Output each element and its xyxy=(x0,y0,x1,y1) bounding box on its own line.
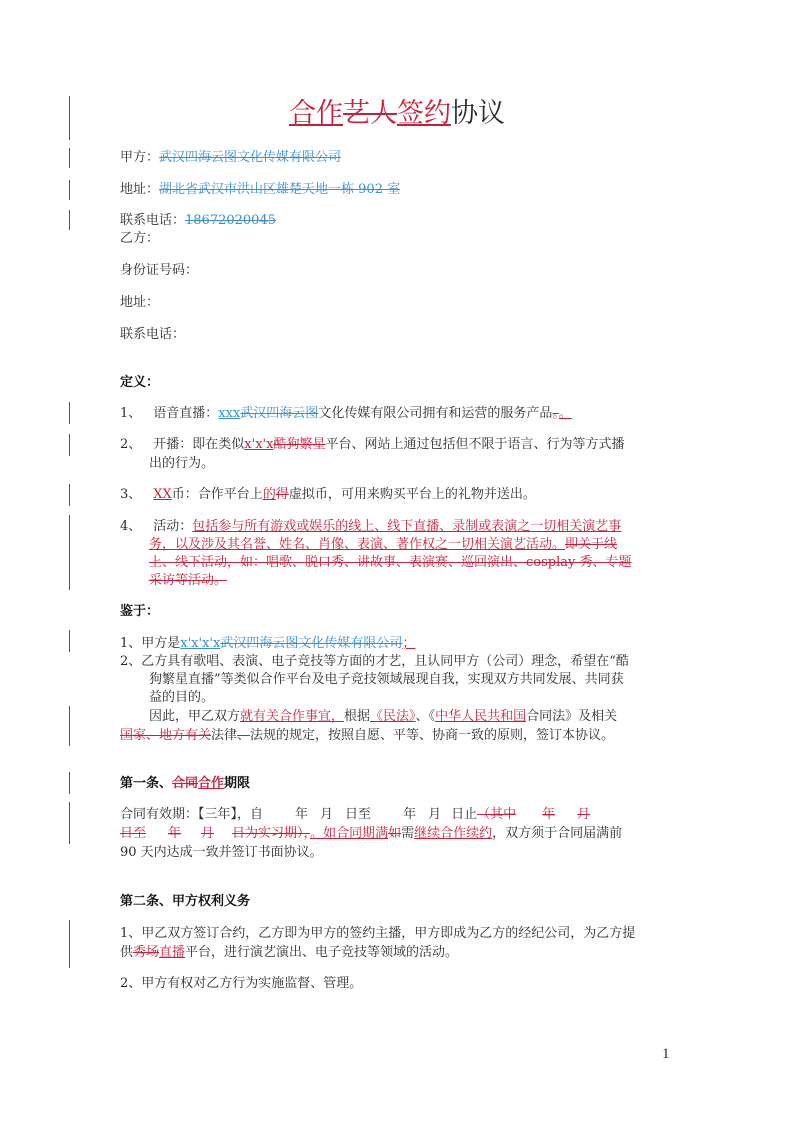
list-number: 3、 xyxy=(120,487,142,502)
term-text: 年 xyxy=(295,807,309,822)
term-text: 日止 xyxy=(451,807,478,822)
party-a-label: 甲方： xyxy=(120,150,160,165)
definitions-heading: 定义： xyxy=(120,375,160,390)
change-bar xyxy=(69,402,70,424)
deleted-text: 酷狗繁星 xyxy=(273,437,326,452)
def-text: 活动： xyxy=(153,519,193,534)
inserted-text: XX xyxy=(153,487,172,502)
whereas-text: 合同法》及相关 xyxy=(526,709,618,724)
whereas-text: 、《 xyxy=(415,709,436,724)
deleted-text: 如 xyxy=(388,826,402,841)
inserted-text: 《民法》 xyxy=(370,709,416,724)
deleted-text: 武汉四海云图 xyxy=(240,406,319,421)
whereas-3-line1 xyxy=(149,708,617,726)
term-text: 月 xyxy=(428,807,442,822)
whereas-text: 根据 xyxy=(344,709,371,724)
whereas-text: 法律 xyxy=(211,728,238,743)
inserted-text: 。如合同期满 xyxy=(310,826,389,841)
definition-2-cont: 出的行为。 xyxy=(149,456,215,471)
def-text: 开播：即在类似 xyxy=(153,437,245,452)
article-1-heading xyxy=(120,775,250,793)
inserted-text: x'x'x'x xyxy=(180,636,221,651)
change-bar xyxy=(69,434,70,456)
definition-1 xyxy=(120,405,572,423)
whereas-2-line2: 狗繁星直播”等类似合作平台及电子竞技领域展现自我，实现双方共同发展、共同获 xyxy=(149,672,624,687)
party-a-phone-label: 联系电话： xyxy=(120,213,186,228)
deleted-text: （其中 xyxy=(477,807,517,822)
whereas-text: 法规的规定，按照自愿、平等、协商一致的原则，签订本协议。 xyxy=(250,728,615,743)
def-text: 币：合作平台上 xyxy=(171,487,263,502)
change-bar xyxy=(69,630,70,652)
whereas-3-line2 xyxy=(120,727,614,745)
inserted-text: 直播 xyxy=(159,945,186,960)
term-text: ，双方须于合同届满前 xyxy=(492,826,623,841)
inserted-text: 包括参与所有游戏或娱乐的线上、线下直播、录制或表演之一切相关演艺事 xyxy=(192,519,622,534)
change-bar xyxy=(69,802,70,844)
term-text: 合同有效期：【三年】，自 xyxy=(120,807,264,822)
document-title xyxy=(0,96,794,132)
party-b-phone-label: 联系电话： xyxy=(120,327,186,342)
deleted-text: 日至 xyxy=(120,826,147,841)
page-number: 1 xyxy=(662,1046,670,1062)
article-2-p1-line2 xyxy=(120,944,458,962)
inserted-text: ； xyxy=(402,636,416,651)
term-text: 年 xyxy=(403,807,417,822)
article-2-p1-line1: 1、甲乙双方签订合约，乙方即为甲方的签约主播，甲方即成为乙方的经纪公司，为乙方提 xyxy=(120,926,636,941)
term-text: 月 xyxy=(320,807,334,822)
change-bar xyxy=(69,484,70,506)
change-bar xyxy=(69,180,70,200)
party-b-address-label: 地址： xyxy=(120,295,160,310)
whereas-1 xyxy=(120,635,415,653)
definition-4-line3: 上、线下活动，如：唱歌、脱口秀、讲故事、表演赛、巡回演出、cosplay 秀、专题 xyxy=(149,555,632,570)
party-b-label: 乙方： xyxy=(120,231,160,246)
term-text: 需 xyxy=(401,826,415,841)
inserted-text: 。 xyxy=(558,406,572,421)
title-inserted: 签约 xyxy=(397,98,451,129)
inserted-text: x'x'x xyxy=(244,437,274,452)
deleted-text: 年 xyxy=(542,807,556,822)
deleted-text: 年 xyxy=(168,826,182,841)
deleted-text: 国家、地方有关 xyxy=(120,728,212,743)
inserted-text: 的 xyxy=(262,487,276,502)
definition-4-line2 xyxy=(149,536,617,554)
article-1-line3: 90 天内达成一致并签订书面协议。 xyxy=(120,845,323,860)
party-b-id-label: 身份证号码： xyxy=(120,263,199,278)
party-a-address-label: 地址： xyxy=(120,182,160,197)
whereas-text: 因此，甲乙双方 xyxy=(149,709,241,724)
party-a-address-line xyxy=(120,181,400,199)
inserted-text: 就有关合作事宜， xyxy=(240,709,345,724)
change-bar xyxy=(69,920,70,968)
whereas-2-line3: 益的目的。 xyxy=(149,690,215,705)
title-inserted: 合作 xyxy=(289,98,343,129)
def-text: 平台、网站上通过包括但不限于语言、行为等方式播 xyxy=(325,437,625,452)
clause-text: 供 xyxy=(120,945,134,960)
change-bar xyxy=(69,210,70,230)
deleted-text: 日为实习期）， xyxy=(232,826,311,841)
party-a-name: 武汉四海云图文化传媒有限公司 xyxy=(159,150,342,165)
definition-2 xyxy=(120,436,624,454)
inserted-text: xxx xyxy=(218,406,241,421)
definition-3 xyxy=(120,486,536,504)
deleted-text: 得 xyxy=(275,487,289,502)
list-number: 2、 xyxy=(120,437,142,452)
deleted-text: 月 xyxy=(577,807,591,822)
inserted-text: 务，以及涉及其名誉、姓名、肖像、表演、著作权之一切相关演艺活动。 xyxy=(149,537,566,552)
def-text: 文化传媒有限公司拥有和运营的服务产品 xyxy=(318,406,553,421)
party-a-phone: 18672020045 xyxy=(185,213,276,228)
def-text: 语音直播： xyxy=(153,406,219,421)
whereas-text: 1、甲方是 xyxy=(120,636,181,651)
change-bar xyxy=(69,515,70,590)
deleted-text: 秀场 xyxy=(133,945,160,960)
change-bar xyxy=(69,148,70,168)
inserted-text: 合作 xyxy=(198,776,225,791)
deleted-text: 月 xyxy=(201,826,215,841)
definition-4 xyxy=(120,518,621,536)
article-2-p2: 2、甲方有权对乙方行为实施监督、管理。 xyxy=(120,976,363,991)
deleted-text: 合同 xyxy=(172,776,199,791)
list-number: 4、 xyxy=(120,519,142,534)
deleted-text: 、 xyxy=(237,728,251,743)
clause-text: 平台，进行演艺演出、电子竞技等领域的活动。 xyxy=(185,945,459,960)
title-text: 协议 xyxy=(451,98,505,129)
deleted-text: 即关于线 xyxy=(565,537,618,552)
title-deleted: 艺人 xyxy=(343,98,397,129)
list-number: 1、 xyxy=(120,406,142,421)
change-bar xyxy=(69,772,70,794)
party-a-line xyxy=(120,149,341,167)
article-2-heading: 第二条、甲方权利义务 xyxy=(120,894,251,909)
definition-4-line4: 采访等活动。 xyxy=(149,573,228,588)
deleted-text: 。 xyxy=(552,406,559,421)
article-1-line2 xyxy=(120,825,622,843)
inserted-text: 中华人民共和国 xyxy=(435,709,527,724)
heading-text: 第一条、 xyxy=(120,776,173,791)
article-1-line1 xyxy=(120,806,590,824)
term-text: 日至 xyxy=(345,807,372,822)
party-a-address: 湖北省武汉市洪山区雄楚天地一栋 902 室 xyxy=(159,182,401,197)
inserted-text: 继续合作续约 xyxy=(414,826,493,841)
party-a-phone-line xyxy=(120,212,276,230)
change-bar xyxy=(69,706,70,746)
deleted-text: 武汉四海云图文化传媒有限公司 xyxy=(220,636,403,651)
whereas-2-line1: 2、乙方具有歌唱、表演、电子竞技等方面的才艺，且认同甲方（公司）理念，希望在“酷 xyxy=(120,654,629,669)
def-text: 虚拟币，可用来购买平台上的礼物并送出。 xyxy=(288,487,536,502)
whereas-heading: 鉴于： xyxy=(120,604,160,619)
heading-text: 期限 xyxy=(224,776,251,791)
